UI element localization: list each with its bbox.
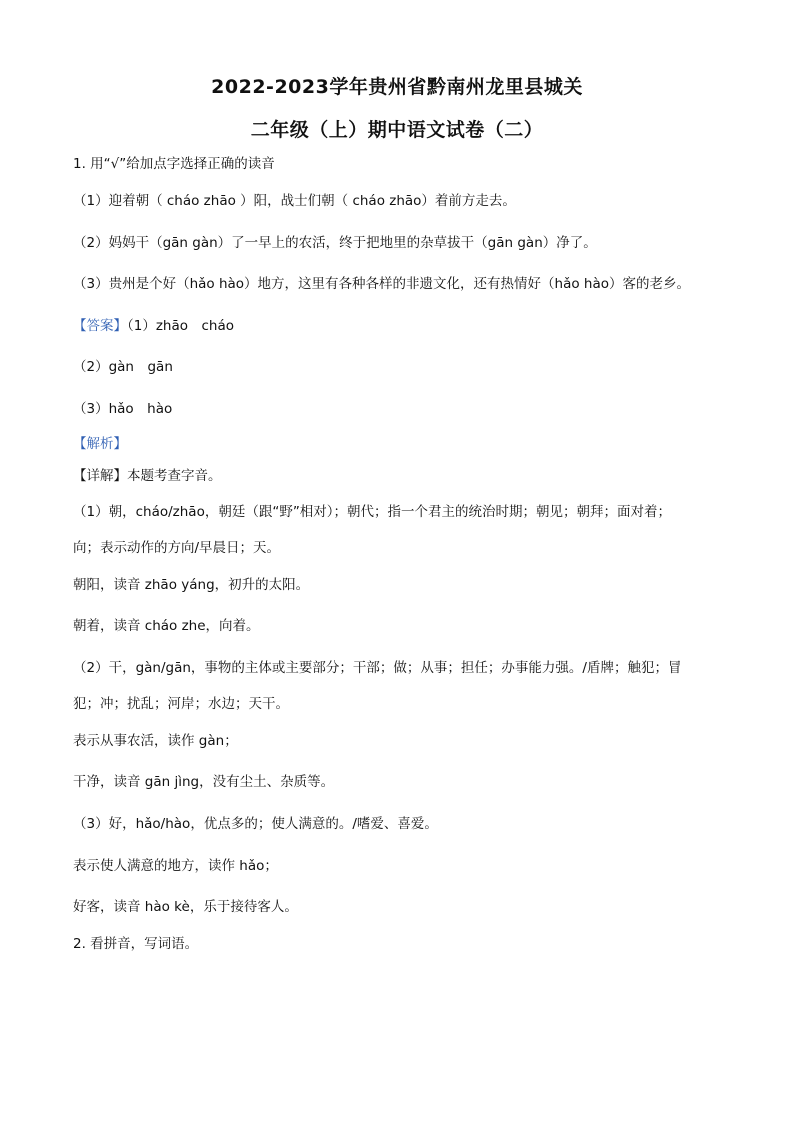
analysis-line: 朝阳，读音 zhāo yáng，初升的太阳。 (73, 577, 310, 593)
analysis-line: 好客，读音 hào kè，乐于接待客人。 (73, 899, 298, 915)
answer-part-1: （1）zhāo cháo (127, 318, 235, 334)
question-1-item-1: （1）迎着朝（ cháo zhāo ）阳，战士们朝（ cháo zhāo）着前方走去。 (73, 193, 516, 209)
analysis-label: 【解析】 (73, 436, 127, 452)
analysis-line: 向；表示动作的方向/早晨日；天。 (73, 540, 281, 556)
analysis-line: （3）好，hǎo/hào，优点多的；使人满意的。/嗜爱、喜爱。 (73, 816, 438, 832)
question-1-item-2: （2）妈妈干（gān gàn）了一早上的农活，终于把地里的杂草拔干（gān gàn）净了。 (73, 235, 597, 251)
analysis-line: （1）朝，cháo/zhāo，朝廷（跟“野”相对）；朝代；指一个君主的统治时期；朝见；朝拜；面对着； (73, 504, 672, 520)
analysis-line: （2）干，gàn/gān，事物的主体或主要部分；干部；做；从事；担任；办事能力强。/盾牌；触犯；冒 (73, 660, 682, 676)
question-2-stem: 2. 看拼音，写词语。 (73, 936, 199, 952)
exam-title-line-2: 二年级（上）期中语文试卷（二） (250, 119, 544, 141)
analysis-line: 犯；冲；扰乱；河岸；水边；天干。 (73, 696, 289, 712)
answer-part-3: （3）hǎo hào (73, 401, 173, 417)
analysis-line: 朝着，读音 cháo zhe，向着。 (73, 618, 260, 634)
analysis-line: 【详解】本题考查字音。 (73, 468, 222, 484)
exam-title-line-1: 2022-2023学年贵州省黔南州龙里县城关 (211, 76, 583, 98)
analysis-line: 干净，读音 gān jìng，没有尘土、杂质等。 (73, 774, 335, 790)
answer-part-2: （2）gàn gān (73, 359, 173, 375)
answer-line-1 (73, 314, 234, 334)
question-1-stem: 1. 用“√”给加点字选择正确的读音 (73, 156, 275, 172)
analysis-line: 表示使人满意的地方，读作 hǎo； (73, 858, 278, 874)
analysis-line: 表示从事农活，读作 gàn； (73, 733, 238, 749)
answer-label: 【答案】 (73, 318, 127, 334)
question-1-item-3: （3）贵州是个好（hǎo hào）地方，这里有各种各样的非遗文化，还有热情好（hǎo hào）客的老乡。 (73, 276, 691, 292)
